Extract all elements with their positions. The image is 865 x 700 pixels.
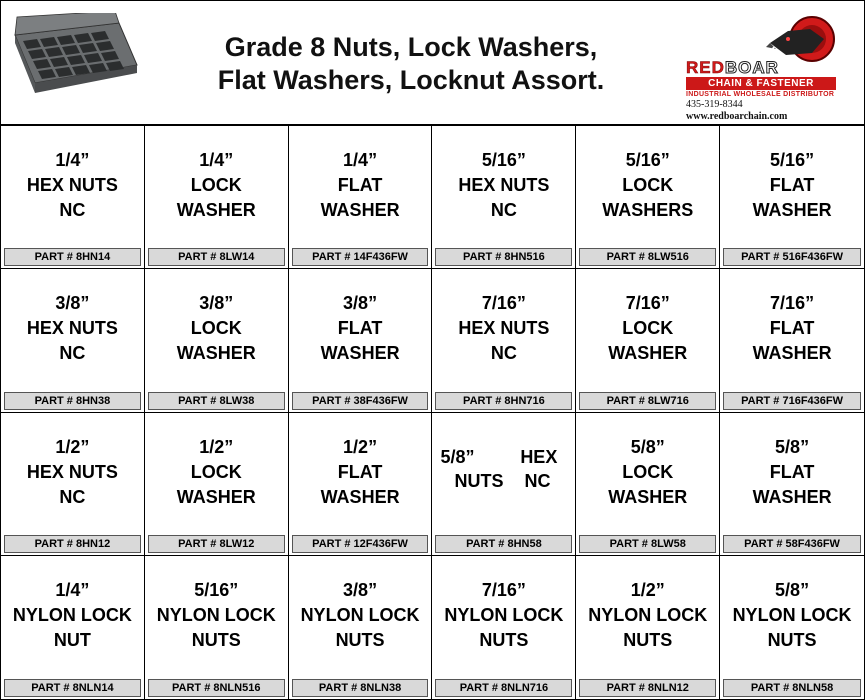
label-line: 1/4” bbox=[199, 150, 234, 170]
website-url: www.redboarchain.com bbox=[686, 111, 788, 122]
label-line: FLAT bbox=[337, 175, 383, 195]
label-line: 1/4” bbox=[55, 150, 90, 170]
part-number: PART # 8LW58 bbox=[579, 535, 716, 553]
label-line: NUTS bbox=[623, 629, 673, 650]
part-number: PART # 38F436FW bbox=[292, 392, 429, 410]
label-line: WASHER bbox=[320, 486, 400, 507]
label-word: HEX bbox=[520, 446, 558, 467]
compartment-label bbox=[432, 291, 575, 366]
compartment-label bbox=[289, 578, 432, 653]
label-line: NUTS bbox=[191, 629, 241, 650]
label-line: 5/8” bbox=[775, 436, 810, 457]
compartment-cell bbox=[720, 413, 864, 556]
brand-white: BOAR bbox=[724, 58, 779, 77]
compartment-cell bbox=[145, 413, 289, 556]
label-line: HEX NUTS bbox=[26, 175, 118, 195]
compartment-label bbox=[720, 148, 864, 223]
compartment-cell bbox=[1, 126, 145, 269]
label-line: 1/4” bbox=[343, 150, 378, 170]
label-line: WASHER bbox=[320, 343, 400, 364]
label-line: NC bbox=[490, 343, 517, 364]
compartment-label bbox=[432, 578, 575, 653]
label-line: HEX NUTS bbox=[458, 175, 550, 195]
redboar-logo bbox=[681, 11, 861, 121]
compartment-cell bbox=[289, 413, 433, 556]
part-number: PART # 8NLN14 bbox=[4, 679, 141, 697]
brand-banner: CHAIN & FASTENER bbox=[686, 77, 836, 90]
header bbox=[1, 1, 864, 126]
label-line: NYLON LOCK bbox=[156, 604, 276, 625]
label-line: NUT bbox=[53, 629, 91, 650]
compartment-cell bbox=[576, 126, 720, 269]
part-number: PART # 58F436FW bbox=[723, 535, 861, 553]
compartment-grid bbox=[1, 126, 864, 699]
compartment-cell bbox=[576, 269, 720, 412]
label-line: NC bbox=[59, 200, 86, 220]
label-word: NC bbox=[524, 470, 551, 491]
label-line: LOCK bbox=[622, 175, 674, 195]
label-line: WASHER bbox=[752, 486, 832, 507]
brand-red: RED bbox=[686, 58, 725, 77]
compartment-label bbox=[289, 435, 432, 510]
label-line: HEX NUTS bbox=[26, 318, 118, 339]
label-line: 7/16” bbox=[770, 293, 815, 314]
label-line: 7/16” bbox=[625, 293, 670, 314]
compartment-cell bbox=[145, 269, 289, 412]
part-number: PART # 8LW716 bbox=[579, 392, 716, 410]
part-number: PART # 8NLN716 bbox=[435, 679, 572, 697]
label-line: NYLON LOCK bbox=[732, 604, 852, 625]
compartment-label bbox=[576, 148, 719, 223]
compartment-label bbox=[1, 578, 144, 653]
label-line: FLAT bbox=[769, 175, 815, 195]
label-line: WASHER bbox=[176, 343, 256, 364]
label-line: 5/16” bbox=[625, 150, 670, 170]
compartment-cell bbox=[289, 126, 433, 269]
label-line: LOCK bbox=[190, 461, 242, 482]
label-line: FLAT bbox=[769, 461, 815, 482]
compartment-label bbox=[432, 148, 575, 223]
part-number: PART # 8HN14 bbox=[4, 248, 141, 266]
label-line: LOCK bbox=[190, 175, 242, 195]
part-number: PART # 8NLN58 bbox=[723, 679, 861, 697]
label-line: NC bbox=[59, 343, 86, 364]
compartment-label bbox=[1, 291, 144, 366]
compartment-cell bbox=[289, 269, 433, 412]
compartment-cell bbox=[1, 413, 145, 556]
label-line: 1/2” bbox=[199, 436, 234, 457]
compartment-label bbox=[145, 578, 288, 653]
label-line: 1/2” bbox=[343, 436, 378, 457]
label-line: WASHER bbox=[320, 200, 400, 220]
part-number: PART # 8NLN12 bbox=[579, 679, 716, 697]
part-number: PART # 716F436FW bbox=[723, 392, 861, 410]
compartment-cell bbox=[145, 556, 289, 699]
compartment-label bbox=[720, 291, 864, 366]
title-line-2: Flat Washers, Locknut Assort. bbox=[217, 65, 605, 95]
label-line: 1/4” bbox=[55, 579, 90, 600]
label-line: 5/8” bbox=[775, 579, 810, 600]
label-line: NYLON LOCK bbox=[12, 604, 132, 625]
title-line-1: Grade 8 Nuts, Lock Washers, bbox=[224, 32, 598, 62]
compartment-cell bbox=[432, 556, 576, 699]
label-line: NUTS bbox=[767, 629, 817, 650]
label-line: NC bbox=[59, 486, 86, 507]
label-line: WASHER bbox=[608, 486, 688, 507]
label-line: 5/16” bbox=[481, 150, 526, 170]
part-number: PART # 8NLN38 bbox=[292, 679, 429, 697]
label-line: 3/8” bbox=[343, 293, 378, 314]
label-line: WASHERS bbox=[602, 200, 694, 220]
compartment-cell bbox=[720, 556, 864, 699]
label-line: NC bbox=[490, 200, 517, 220]
compartment-cell bbox=[432, 269, 576, 412]
part-number: PART # 8LW516 bbox=[579, 248, 716, 266]
label-line: HEX NUTS bbox=[26, 461, 118, 482]
label-line: FLAT bbox=[337, 461, 383, 482]
label-line: 3/8” bbox=[55, 293, 90, 314]
label-line: WASHER bbox=[176, 200, 256, 220]
compartment-label bbox=[576, 291, 719, 366]
label-line: 3/8” bbox=[343, 579, 378, 600]
part-number: PART # 516F436FW bbox=[723, 248, 861, 266]
compartment-label bbox=[432, 447, 575, 507]
label-line: 5/16” bbox=[194, 579, 239, 600]
compartment-cell bbox=[720, 269, 864, 412]
label-line: 3/8” bbox=[199, 293, 234, 314]
label-line: 1/2” bbox=[630, 579, 665, 600]
label-line: 5/8” bbox=[630, 436, 665, 457]
compartment-label bbox=[289, 148, 432, 223]
part-number: PART # 8HN716 bbox=[435, 392, 572, 410]
part-number: PART # 14F436FW bbox=[292, 248, 429, 266]
label-line: LOCK bbox=[622, 318, 674, 339]
phone-number: 435-319-8344 bbox=[686, 99, 743, 110]
compartment-cell bbox=[432, 413, 576, 556]
page-title bbox=[161, 31, 661, 97]
brand-name bbox=[686, 58, 779, 78]
part-number: PART # 8HN12 bbox=[4, 535, 141, 553]
compartment-cell bbox=[432, 126, 576, 269]
label-line: NYLON LOCK bbox=[444, 604, 564, 625]
compartment-cell bbox=[289, 556, 433, 699]
compartment-label bbox=[1, 435, 144, 510]
compartment-cell bbox=[145, 126, 289, 269]
label-line: WASHER bbox=[608, 343, 688, 364]
brand-tagline: INDUSTRIAL WHOLESALE DISTRIBUTOR bbox=[686, 91, 835, 98]
compartment-tray-image bbox=[7, 13, 143, 109]
part-number: PART # 8LW14 bbox=[148, 248, 285, 266]
compartment-label bbox=[145, 435, 288, 510]
part-number: PART # 8HN38 bbox=[4, 392, 141, 410]
label-line: NUTS bbox=[479, 629, 529, 650]
part-number: PART # 8NLN516 bbox=[148, 679, 285, 697]
label-line: FLAT bbox=[769, 318, 815, 339]
label-line: NYLON LOCK bbox=[300, 604, 420, 625]
label-word: 5/8” bbox=[440, 446, 475, 467]
compartment-label bbox=[145, 291, 288, 366]
label-line: LOCK bbox=[622, 461, 674, 482]
compartment-cell bbox=[720, 126, 864, 269]
part-number: PART # 8LW12 bbox=[148, 535, 285, 553]
label-line: NYLON LOCK bbox=[588, 604, 708, 625]
compartment-cell bbox=[576, 556, 720, 699]
compartment-label bbox=[145, 148, 288, 223]
label-line: 7/16” bbox=[481, 579, 526, 600]
label-line: 7/16” bbox=[481, 293, 526, 314]
part-number: PART # 8HN516 bbox=[435, 248, 572, 266]
compartment-label bbox=[576, 578, 719, 653]
compartment-label bbox=[289, 291, 432, 366]
part-number: PART # 8LW38 bbox=[148, 392, 285, 410]
label-line: 5/16” bbox=[770, 150, 815, 170]
compartment-label bbox=[720, 435, 864, 510]
label-word: NUTS bbox=[454, 470, 504, 491]
label-line: HEX NUTS bbox=[458, 318, 550, 339]
part-number: PART # 8HN58 bbox=[435, 535, 572, 553]
compartment-label bbox=[576, 435, 719, 510]
part-number: PART # 12F436FW bbox=[292, 535, 429, 553]
compartment-cell bbox=[1, 269, 145, 412]
label-line: NUTS bbox=[335, 629, 385, 650]
compartment-label bbox=[720, 578, 864, 653]
label-line: WASHER bbox=[752, 200, 832, 220]
compartment-cell bbox=[576, 413, 720, 556]
compartment-cell bbox=[1, 556, 145, 699]
label-line: WASHER bbox=[176, 486, 256, 507]
label-line: LOCK bbox=[190, 318, 242, 339]
label-line: 1/2” bbox=[55, 436, 90, 457]
compartment-label bbox=[1, 148, 144, 223]
label-line: FLAT bbox=[337, 318, 383, 339]
label-line: WASHER bbox=[752, 343, 832, 364]
